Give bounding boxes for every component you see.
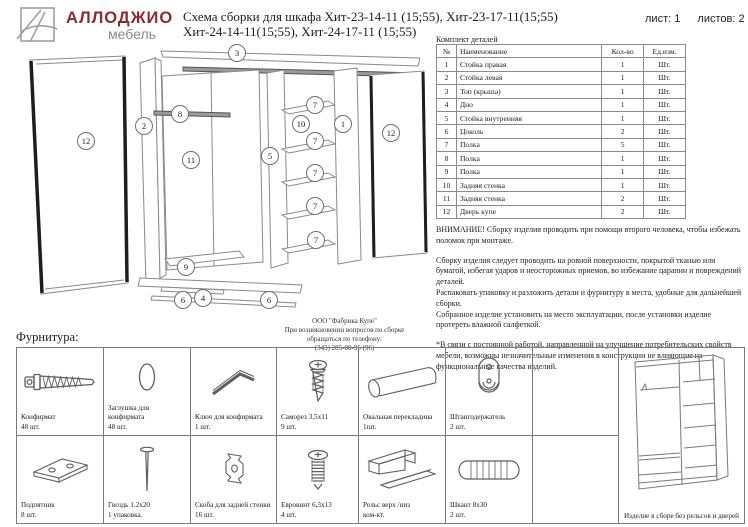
callout-number: 6 (266, 295, 272, 305)
table-row (437, 71, 686, 84)
table-cell: 2 (602, 192, 644, 205)
table-row (437, 138, 686, 151)
top-panel (161, 51, 420, 66)
table-header-row (437, 45, 686, 58)
notice-3: Собранное изделие установить на место эксплуатации, после установки изделие протереть влажной салфеткой. (436, 309, 712, 330)
hardware-item (277, 348, 359, 436)
sheet-counter (645, 13, 745, 25)
hardware-item-label: Штангодержатель 2 шт. (450, 413, 506, 431)
self-tapping-screw-icon (281, 351, 354, 413)
hardware-item-label: Евровинт 6,3х13 4 шт. (281, 501, 332, 519)
table-cell: 1 (602, 85, 644, 98)
col-unit: Ед.изм. (644, 45, 686, 58)
hardware-item (446, 436, 533, 524)
table-cell: Шт. (644, 165, 686, 178)
contact-note-2: обращаться по телефону: (306, 335, 383, 344)
table-cell: 9 (437, 165, 457, 178)
table-row (437, 98, 686, 111)
table-cell: 12 (437, 205, 457, 218)
back-panel-clip-icon (195, 439, 272, 501)
assembled-wardrobe-drawing (619, 348, 744, 503)
table-cell: 1 (602, 165, 644, 178)
table-cell: 1 (602, 178, 644, 191)
foot-plate-icon (21, 439, 99, 501)
parts-table (436, 44, 686, 219)
notice-2: Распаковать упаковку и разложить детали и фурнитуру в места, удобные для дальнейшей сборки. (436, 287, 742, 308)
hardware-item-label: Скоба для задней стенки 16 шт. (195, 501, 271, 519)
table-cell: Задняя стенка (456, 178, 601, 191)
callout-number: 7 (313, 235, 319, 245)
hex-key-icon (195, 351, 272, 413)
table-cell: Шт. (644, 138, 686, 151)
table-row (437, 165, 686, 178)
table-cell: 7 (437, 138, 457, 151)
hardware-item-label: Шкант 8х30 2 шт. (450, 501, 487, 519)
table-cell: 1 (602, 98, 644, 111)
callout-number: 4 (200, 293, 206, 303)
hardware-item-label: Конфирмат 48 шт. (21, 413, 56, 431)
table-cell: 3 (437, 85, 457, 98)
euro-screw-icon (281, 439, 354, 501)
parts-table-body (437, 58, 686, 219)
hardware-item-label: Гвоздь 1.2х20 1 упаковка. (108, 501, 151, 519)
table-cell: Дно (456, 98, 601, 111)
contact-note-1: При возникновении вопросов по сборке (284, 326, 405, 335)
parts-table-caption: Комплект деталей (436, 35, 498, 44)
contact-company: ООО "Фабрика Купе" (312, 317, 377, 325)
table-cell: Шт. (644, 205, 686, 218)
right-door-panel (370, 71, 427, 258)
callout-number: 12 (81, 136, 91, 146)
brand-subtitle: мебель (108, 26, 156, 42)
hardware-item (191, 436, 277, 524)
callout-number: 6 (180, 295, 186, 305)
table-cell: Шт. (644, 98, 686, 111)
rail-profile-icon (363, 439, 441, 501)
hardware-item (359, 436, 446, 524)
table-cell: 2 (602, 205, 644, 218)
assembled-product-caption: Изделие в сборе без рельсов и дверей (623, 512, 740, 520)
callout-number: 7 (312, 136, 318, 146)
table-row (437, 125, 686, 138)
callout-number: 9 (183, 262, 189, 272)
hardware-item (104, 348, 191, 436)
table-row (437, 111, 686, 124)
table-cell: 1 (602, 58, 644, 71)
callout-number: 11 (186, 155, 196, 165)
table-cell: 4 (437, 98, 457, 111)
callout-number: 8 (177, 109, 183, 119)
inner-side-panel (267, 70, 288, 268)
hardware-item (191, 348, 277, 436)
table-cell: 5 (437, 111, 457, 124)
sheets-total: листов: 2 (697, 13, 745, 25)
callout-number: 1 (340, 119, 346, 129)
table-cell: 8 (437, 152, 457, 165)
hardware-empty-cell (533, 348, 619, 436)
table-cell: Цоколь (456, 125, 601, 138)
callout-number: 7 (312, 201, 318, 211)
callout-number: 12 (386, 128, 396, 138)
table-cell: 2 (437, 71, 457, 84)
table-row (437, 178, 686, 191)
table-cell: Стойка внутренняя (456, 111, 601, 124)
hardware-grid (16, 347, 619, 524)
table-cell: Шт. (644, 192, 686, 205)
hardware-item (446, 348, 533, 436)
callout-number: 3 (234, 48, 240, 58)
right-side-panel (334, 68, 361, 264)
table-cell: Шт. (644, 125, 686, 138)
hardware-item-label: Овальная перекладина 1шт. (363, 413, 433, 431)
cap-icon (108, 351, 186, 404)
left-door-panel (30, 56, 128, 294)
dowel-icon (450, 439, 528, 501)
table-cell: 5 (602, 138, 644, 151)
table-row (437, 85, 686, 98)
table-cell: Полка (456, 165, 601, 178)
confirmat-screw-icon (21, 351, 99, 413)
contact-phone: (343) 285-00-95 (96) (314, 344, 375, 353)
assembled-product-cell (618, 347, 745, 524)
nail-icon (108, 439, 186, 501)
table-cell: 6 (437, 125, 457, 138)
hardware-item (17, 436, 104, 524)
back-wall-panel (162, 70, 263, 270)
table-cell: 1 (602, 71, 644, 84)
table-row (437, 192, 686, 205)
sheet-number: лист: 1 (645, 13, 681, 25)
table-cell: Стойка правая (456, 58, 601, 71)
callout-number: 10 (296, 119, 306, 129)
title-line-1: Схема сборки для шкафа Хит-23-14-11 (15;55), Хит-23-17-11(15;55) (183, 9, 558, 24)
notice-1: Сборку изделия следует проводить на ровной поверхности, покрытой тканью или бумагой, избегая ударов и неосторожных приемов, во избежание царапин и повреждений деталей. (436, 255, 742, 287)
rod-holder-icon (450, 351, 528, 413)
hardware-empty-cell (533, 436, 619, 524)
warning-text: ВНИМАНИЕ! Сборку изделия проводить при помощи второго человека, чтобы избежать поломок при монтаже. (436, 225, 741, 245)
col-number: № (437, 45, 457, 58)
table-cell: Задняя стенка (456, 192, 601, 205)
hardware-item (359, 348, 446, 436)
table-cell: 11 (437, 192, 457, 205)
exploded-assembly-diagram (12, 40, 432, 342)
table-cell: 1 (602, 152, 644, 165)
table-row (437, 152, 686, 165)
table-row (437, 58, 686, 71)
table-cell: Дверь купе (456, 205, 601, 218)
hardware-item-label: Заглушка для конфирмата 48 шт. (108, 403, 150, 431)
footnote: *В связи с постоянной работой, направленной на улучшение потребительских свойств мебели, возможны незначительные изменения в конструкции не влияющие на функциональные качества изделий. (436, 340, 732, 371)
hardware-item-label: Подпятник 8 шт. (21, 501, 55, 519)
table-cell: Шт. (644, 178, 686, 191)
hardware-item (277, 436, 359, 524)
callout-number: 7 (312, 168, 318, 178)
hardware-item-label: Саморез 3,5х11 9 шт. (281, 413, 329, 431)
table-cell: Шт. (644, 152, 686, 165)
hardware-item (17, 348, 104, 436)
table-cell: Полка (456, 152, 601, 165)
table-cell: 1 (437, 58, 457, 71)
table-cell: Топ (крыша) (456, 85, 601, 98)
table-cell: 10 (437, 178, 457, 191)
table-cell: Стойка левая (456, 71, 601, 84)
hardware-item-label: Ключ для конфирмата 1 шт. (195, 413, 263, 431)
table-cell: Полка (456, 138, 601, 151)
table-cell: 1 (602, 111, 644, 124)
table-cell: Шт. (644, 111, 686, 124)
hardware-section-label: Фурнитура: (16, 330, 79, 344)
title-line-2: Хит-24-14-11(15;55), Хит-24-17-11 (15;55) (183, 24, 417, 39)
page-title (183, 9, 603, 39)
hardware-item (104, 436, 191, 524)
table-row (437, 205, 686, 218)
oval-rail-icon (363, 351, 441, 413)
col-name: Наименование (456, 45, 601, 58)
hardware-item-label: Рельс верх /низ ком-кт. (363, 501, 410, 519)
col-qty: Кол-во (602, 45, 644, 58)
table-cell: Шт. (644, 71, 686, 84)
callout-number: 2 (141, 121, 147, 131)
brand-name: АЛЛОДЖИО (66, 9, 174, 27)
callout-number: 5 (267, 151, 273, 161)
table-cell: 2 (602, 125, 644, 138)
table-cell: Шт. (644, 85, 686, 98)
callout-number: 7 (312, 100, 318, 110)
table-cell: Шт. (644, 58, 686, 71)
